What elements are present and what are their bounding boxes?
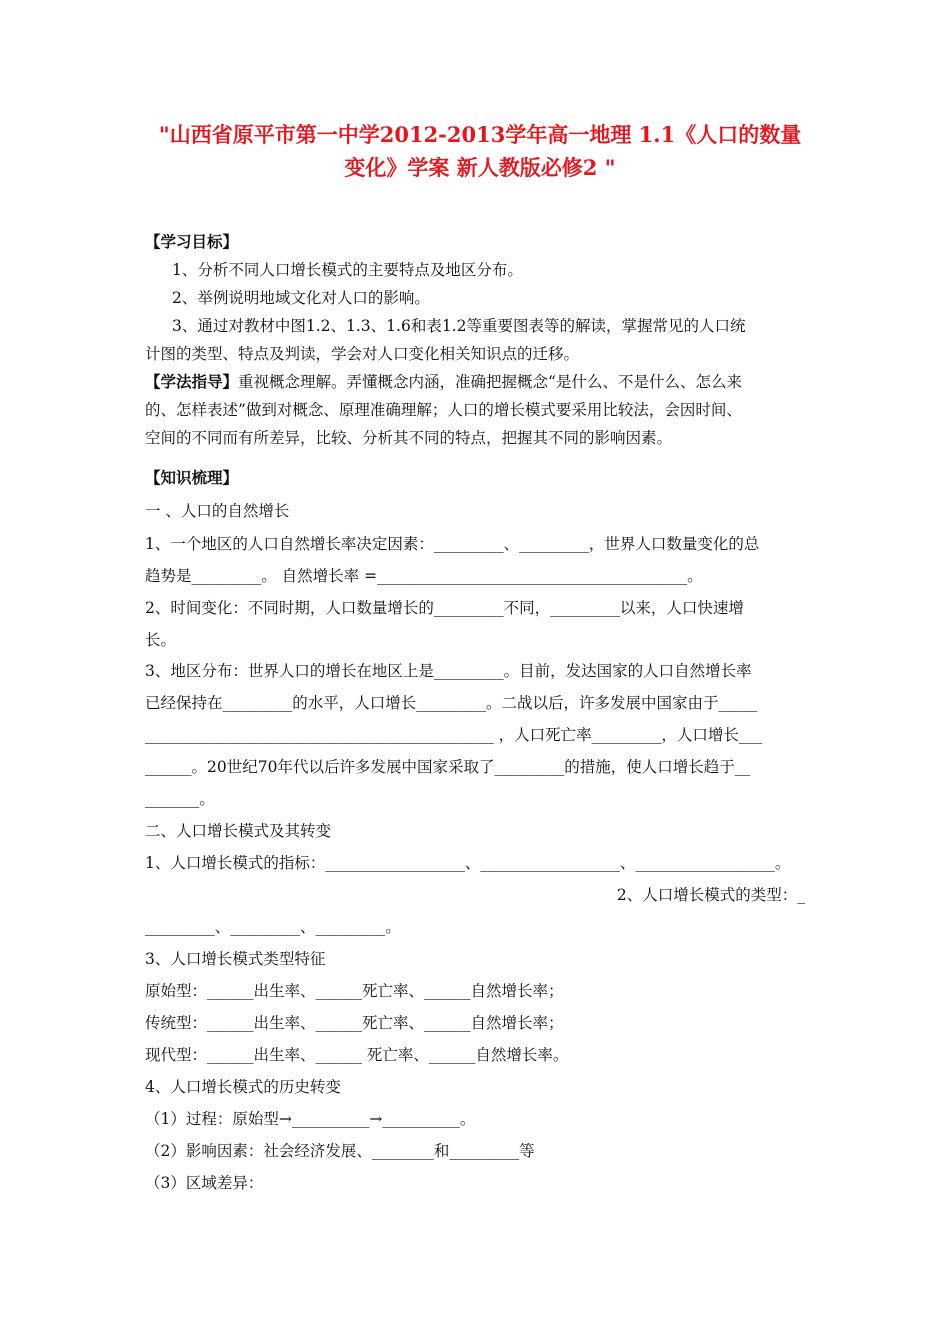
goal-item-2: 2、举例说明地域文化对人口的影响。 <box>172 289 430 307</box>
s1-item1-line-b: 趋势是_________。 自然增长率 =________________________________________。 <box>145 567 703 585</box>
document-title <box>100 118 860 184</box>
s2-item3-traditional: 传统型：______出生率、______死亡率、______自然增长率； <box>145 1014 564 1032</box>
s2-item3-heading: 3、人口增长模式类型特征 <box>145 950 326 968</box>
s2-item4-regional: （3）区域差异： <box>145 1174 264 1192</box>
s2-item4-process: （1）过程：原始型→__________→__________。 <box>145 1110 476 1128</box>
s1-item3-line-b: 已经保持在_________的水平，人口增长_________。二战以后，许多发展中国家由于_____ <box>145 694 758 712</box>
method-line-3: 空间的不同而有所差异，比较、分析其不同的特点，把握其不同的影响因素。 <box>145 429 673 447</box>
s2-item3-modern: 现代型：______出生率、______ 死亡率、______自然增长率。 <box>145 1046 569 1064</box>
section-2-heading: 二、人口增长模式及其转变 <box>145 822 332 840</box>
goal-item-1: 1、分析不同人口增长模式的主要特点及地区分布。 <box>172 261 523 279</box>
method-line-1 <box>145 372 742 392</box>
title-line-1: "山西省原平市第一中学2012-2013学年高一地理 1.1《人口的数量 <box>158 122 802 147</box>
s1-item2-line-a: 2、时间变化：不同时期，人口数量增长的_________不同，_________以来，人口快速增 <box>145 599 744 617</box>
s2-item3-primitive: 原始型：______出生率、______死亡率、______自然增长率； <box>145 982 564 1000</box>
goals-heading: 【学习目标】 <box>145 232 239 251</box>
s2-item2-line-b: _________、_________、_________。 <box>145 918 401 936</box>
method-heading: 【学法指导】 <box>145 372 239 391</box>
s1-item3-line-d: ______。20世纪70年代以后许多发展中国家采取了_________的措施，使人口增长趋于__ <box>145 758 751 776</box>
title-line-2: 变化》学案 新人教版必修2 " <box>344 155 616 180</box>
goal-item-3b: 计图的类型、特点及判读，学会对人口变化相关知识点的迁移。 <box>145 345 580 363</box>
goal-item-3a: 3、通过对教材中图1.2、1.3、1.6和表1.2等重要图表等的解读，掌握常见的人口统 <box>172 317 746 335</box>
s1-item3-line-c: _____________________________________________ ，人口死亡率_________，人口增长___ <box>145 726 763 744</box>
s2-item2-line-a: 2、人口增长模式的类型：_ <box>616 886 805 904</box>
method-text-1: 重视概念理解。弄懂概念内涵，准确把握概念“是什么、不是什么、怎么来 <box>238 373 742 391</box>
s1-item3-line-e: _______。 <box>145 790 215 808</box>
s2-item4-factors: （2）影响因素：社会经济发展、________和_________等 <box>145 1142 535 1160</box>
method-line-2: 的、怎样表述”做到对概念、原理准确理解；人口的增长模式要采用比较法，会因时间、 <box>145 401 742 419</box>
s2-item4-heading: 4、人口增长模式的历史转变 <box>145 1078 341 1096</box>
s1-item2-line-b: 长。 <box>145 631 177 649</box>
s1-item3-line-a: 3、地区分布：世界人口的增长在地区上是_________。目前，发达国家的人口自然增长率 <box>145 662 752 680</box>
s1-item1-line-a: 1、一个地区的人口自然增长率决定因素：_________、_________，世界人口数量变化的总 <box>145 535 760 553</box>
knowledge-heading: 【知识梳理】 <box>145 468 239 487</box>
s2-item1: 1、人口增长模式的指标：__________________、__________________、__________________。 <box>145 854 791 872</box>
section-1-heading: 一 、人口的自然增长 <box>145 502 290 520</box>
